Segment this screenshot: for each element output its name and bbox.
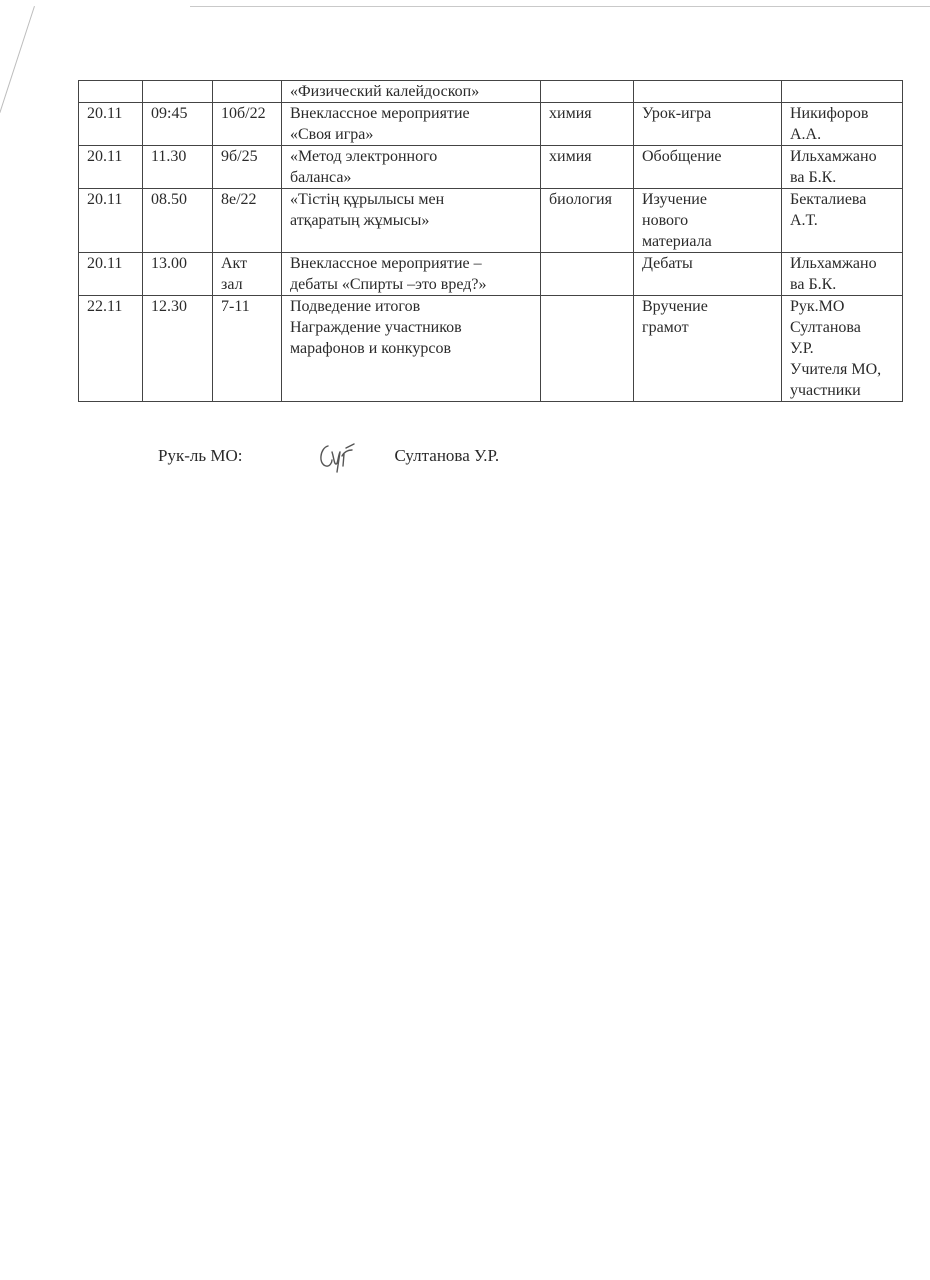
form-text: Урок-игра bbox=[642, 105, 712, 122]
form-text: Дебаты bbox=[642, 255, 693, 272]
class-text: 9б/25 bbox=[221, 148, 258, 165]
topic-text: Внеклассное мероприятие – дебаты «Спирты –это вред?» bbox=[290, 255, 487, 293]
class-cell bbox=[213, 296, 282, 402]
topic-cell bbox=[282, 189, 541, 253]
subject-cell bbox=[541, 103, 634, 146]
time-cell bbox=[143, 81, 213, 103]
form-cell bbox=[634, 81, 782, 103]
subject-text: химия bbox=[549, 148, 592, 165]
class-text: 10б/22 bbox=[221, 105, 266, 122]
date-text: 20.11 bbox=[87, 105, 123, 122]
teacher-text: Бекталиева А.Т. bbox=[790, 191, 867, 229]
topic-text: Внеклассное мероприятие «Своя игра» bbox=[290, 105, 470, 143]
teacher-text: Рук.МО Султанова У.Р. Учителя МО, участники bbox=[790, 298, 882, 399]
topic-cell bbox=[282, 253, 541, 296]
topic-cell bbox=[282, 81, 541, 103]
time-text: 08.50 bbox=[151, 191, 187, 208]
topic-text: «Тістің құрылысы мен атқаратың жұмысы» bbox=[290, 191, 445, 229]
schedule-table-body bbox=[79, 81, 903, 402]
table-row bbox=[79, 253, 903, 296]
class-cell bbox=[213, 189, 282, 253]
time-cell bbox=[143, 103, 213, 146]
class-cell bbox=[213, 253, 282, 296]
topic-cell bbox=[282, 296, 541, 402]
schedule-table bbox=[78, 80, 903, 402]
signature-block bbox=[158, 438, 499, 474]
class-text: 7-11 bbox=[221, 298, 250, 315]
form-text: Вручение грамот bbox=[642, 298, 708, 336]
form-cell bbox=[634, 253, 782, 296]
signature-label: Рук-ль МО: bbox=[158, 446, 243, 465]
scan-edge-top bbox=[190, 6, 930, 7]
date-text: 20.11 bbox=[87, 191, 123, 208]
table-row bbox=[79, 81, 903, 103]
subject-cell bbox=[541, 296, 634, 402]
form-text: Обобщение bbox=[642, 148, 722, 165]
subject-cell bbox=[541, 146, 634, 189]
topic-cell bbox=[282, 103, 541, 146]
teacher-cell bbox=[782, 146, 903, 189]
date-text: 20.11 bbox=[87, 255, 123, 272]
subject-cell bbox=[541, 189, 634, 253]
teacher-text: Ильхамжано ва Б.К. bbox=[790, 148, 877, 186]
class-cell bbox=[213, 146, 282, 189]
subject-text: химия bbox=[549, 105, 592, 122]
time-cell bbox=[143, 253, 213, 296]
date-text: 20.11 bbox=[87, 148, 123, 165]
teacher-text: Ильхамжано ва Б.К. bbox=[790, 255, 877, 293]
form-cell bbox=[634, 189, 782, 253]
date-text: 22.11 bbox=[87, 298, 123, 315]
topic-text: «Метод электронного баланса» bbox=[290, 148, 438, 186]
date-cell bbox=[79, 81, 143, 103]
topic-text: «Физический калейдоскоп» bbox=[290, 83, 480, 100]
subject-cell bbox=[541, 81, 634, 103]
time-cell bbox=[143, 189, 213, 253]
time-text: 09:45 bbox=[151, 105, 188, 122]
signature-name: Султанова У.Р. bbox=[394, 446, 500, 465]
class-text: 8е/22 bbox=[221, 191, 257, 208]
time-text: 11.30 bbox=[151, 148, 187, 165]
form-cell bbox=[634, 146, 782, 189]
class-cell bbox=[213, 81, 282, 103]
topic-text: Подведение итогов Награждение участников марафонов и конкурсов bbox=[290, 298, 462, 357]
table-row bbox=[79, 189, 903, 253]
teacher-cell bbox=[782, 103, 903, 146]
form-cell bbox=[634, 103, 782, 146]
time-text: 12.30 bbox=[151, 298, 187, 315]
date-cell bbox=[79, 146, 143, 189]
teacher-cell bbox=[782, 296, 903, 402]
time-cell bbox=[143, 146, 213, 189]
subject-text: биология bbox=[549, 191, 612, 208]
topic-cell bbox=[282, 146, 541, 189]
time-text: 13.00 bbox=[151, 255, 187, 272]
subject-cell bbox=[541, 253, 634, 296]
date-cell bbox=[79, 296, 143, 402]
teacher-cell bbox=[782, 189, 903, 253]
table-row bbox=[79, 296, 903, 402]
form-text: Изучение нового материала bbox=[642, 191, 712, 250]
date-cell bbox=[79, 253, 143, 296]
table-row bbox=[79, 103, 903, 146]
date-cell bbox=[79, 103, 143, 146]
teacher-cell bbox=[782, 253, 903, 296]
handwritten-signature bbox=[314, 438, 358, 474]
form-cell bbox=[634, 296, 782, 402]
time-cell bbox=[143, 296, 213, 402]
teacher-cell bbox=[782, 81, 903, 103]
teacher-text: Никифоров А.А. bbox=[790, 105, 869, 143]
scan-edge-left bbox=[0, 6, 35, 113]
table-row bbox=[79, 146, 903, 189]
class-cell bbox=[213, 103, 282, 146]
date-cell bbox=[79, 189, 143, 253]
class-text: Акт зал bbox=[221, 255, 248, 293]
